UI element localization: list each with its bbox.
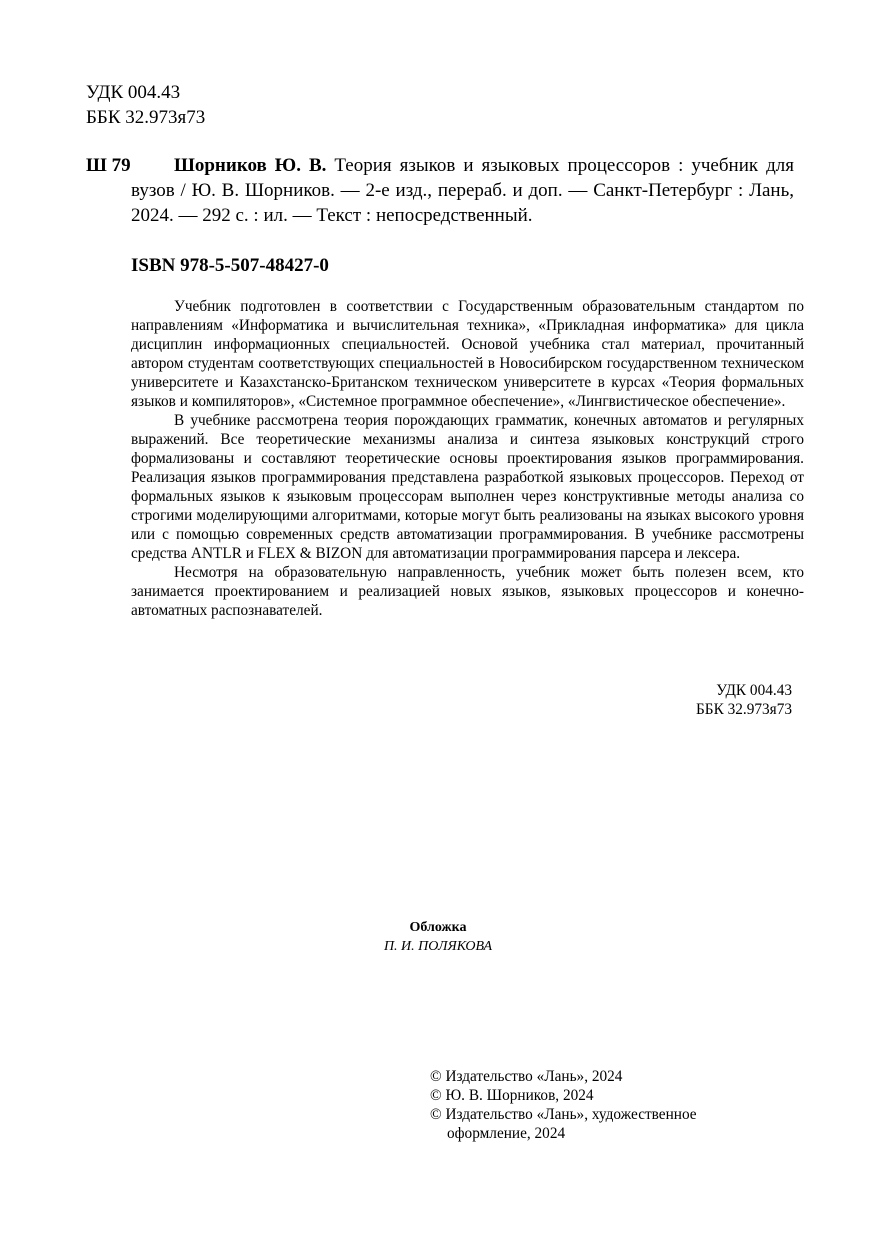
- copyright-block: [430, 1067, 750, 1143]
- copyright-line: © Издательство «Лань», художественное: [430, 1106, 697, 1123]
- classification-bottom: [640, 681, 792, 719]
- copyright-line-continuation: оформление, 2024: [447, 1125, 566, 1142]
- isbn: ISBN 978-5-507-48427-0: [131, 255, 329, 276]
- annotation-paragraph: Несмотря на образовательную направленность, учебник может быть полезен всем, кто занимается проектированием и реализацией новых языков, языковых процессоров и конечно-автоматных распознавателей.: [131, 564, 804, 619]
- cover-credit: [300, 918, 576, 956]
- classification-top: [86, 80, 205, 130]
- cover-artist: П. И. ПОЛЯКОВА: [383, 939, 493, 954]
- author-name: Шорников Ю. В.: [174, 155, 327, 176]
- annotation: [131, 297, 804, 620]
- bibliographic-entry: [131, 153, 794, 228]
- annotation-paragraph: В учебнике рассмотрена теория порождающих грамматик, конечных автоматов и регулярных выражений. Все теоретические механизмы анализа и синтеза языковых конструкций строго формализованы и составляют теоретические основы проектирования языков программирования. Реализация языков программирования представлена разработкой языковых процессоров. Переход от формальных языков к языковым процессорам выполнен через конструктивные методы анализа со строгими моделирующими алгоритмами, которые могут быть реализованы на языках высокого уровня или с помощью современных средств автоматизации программирования. В учебнике рассмотрены средства ANTLR и FLEX & BIZON для автоматизации программирования парсера и лексера.: [131, 412, 804, 562]
- udk-code: УДК 004.43: [86, 82, 181, 103]
- copyright-line: © Издательство «Лань», 2024: [430, 1068, 623, 1085]
- bbk-code: ББК 32.973я73: [86, 107, 206, 128]
- bibliographic-description: Теория языков и языковых процессоров : учебник для вузов / Ю. В. Шорников. — 2-е изд., перераб. и доп. — Санкт-Петербург : Лань, 2024. — 292 с. : ил. — Текст : непосредственный.: [131, 155, 794, 226]
- bbk-code-bottom: ББК 32.973я73: [696, 701, 792, 718]
- author-sign: Ш 79: [86, 155, 131, 176]
- udk-code-bottom: УДК 004.43: [716, 682, 792, 699]
- cover-label: Обложка: [409, 920, 467, 935]
- bibliographic-record: [86, 153, 794, 228]
- annotation-paragraph: Учебник подготовлен в соответствии с Государственным образовательным стандартом по направлениям «Информатика и вычислительная техника», «Прикладная информатика» для цикла дисциплин информационных специальностей. Основой учебника стал материал, прочитанный автором студентам соответствующих специальностей в Новосибирском государственном техническом университете и Казахстанско-Британском техническом университете в курсах «Теория формальных языков и компиляторов», «Системное программное обеспечение», «Лингвистическое обеспечение».: [131, 298, 804, 410]
- copyright-line: © Ю. В. Шорников, 2024: [430, 1087, 594, 1104]
